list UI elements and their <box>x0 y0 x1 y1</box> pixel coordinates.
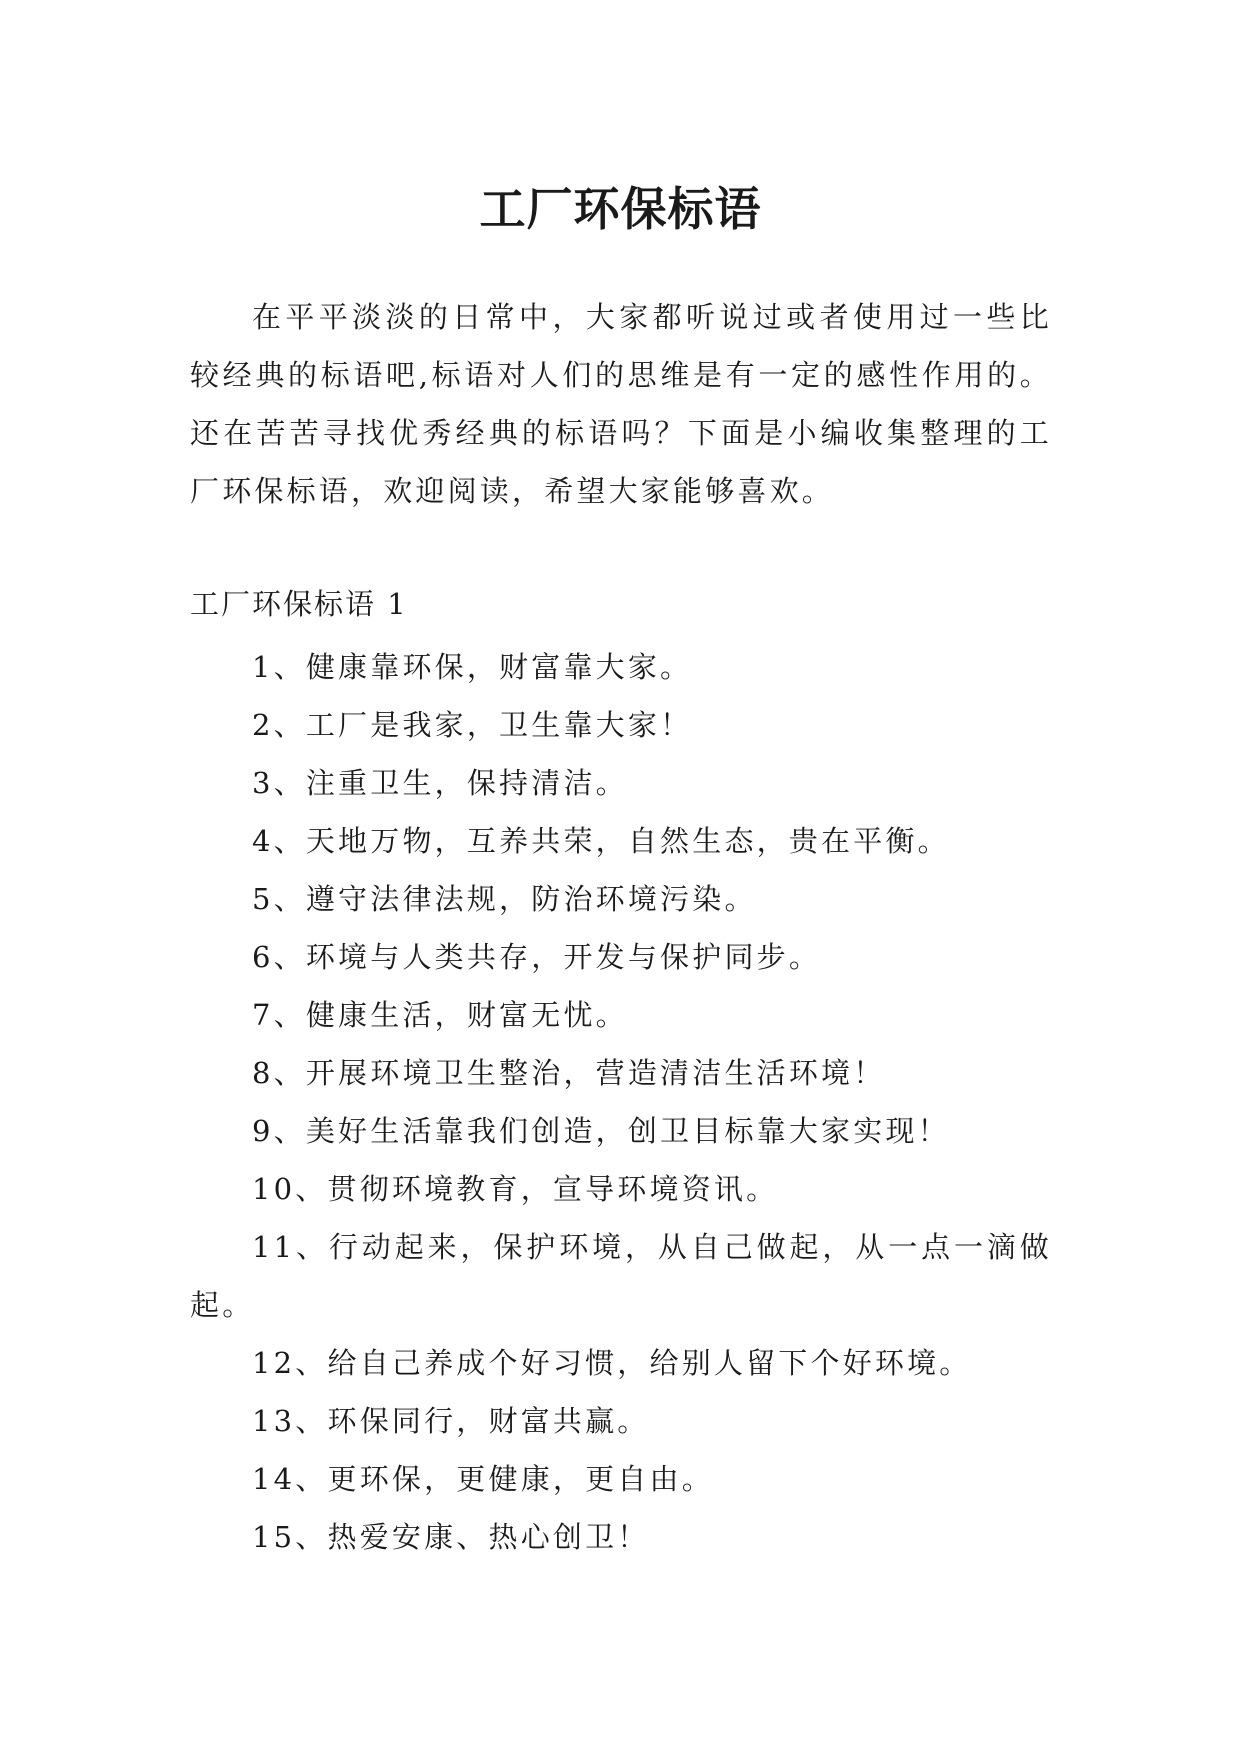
slogan-item: 1、健康靠环保，财富靠大家。 <box>252 650 693 684</box>
slogan-item: 12、给自己养成个好习惯，给别人留下个好环境。 <box>252 1346 972 1380</box>
slogan-item: 8、开展环境卫生整治，营造清洁生活环境！ <box>252 1056 886 1090</box>
slogan-item: 2、工厂是我家，卫生靠大家！ <box>252 708 693 742</box>
slogan-item: 15、热爱安康、热心创卫！ <box>252 1520 650 1554</box>
slogan-item: 7、健康生活，财富无忧。 <box>252 998 628 1032</box>
slogan-item: 9、美好生活靠我们创造，创卫目标靠大家实现！ <box>252 1114 950 1148</box>
section-heading: 工厂环保标语 1 <box>190 587 408 621</box>
slogan-item: 11、行动起来，保护环境，从自己做起，从一点一滴做起。 <box>190 1230 1052 1322</box>
slogan-list <box>190 638 1052 1566</box>
slogan-item: 4、天地万物，互养共荣，自然生态，贵在平衡。 <box>252 824 950 858</box>
intro-paragraph: 在平平淡淡的日常中，大家都听说过或者使用过一些比较经典的标语吧,标语对人们的思维是有一定的感性作用的。还在苦苦寻找优秀经典的标语吗？下面是小编收集整理的工厂环保标语，欢迎阅读，希望大家能够喜欢。 <box>190 300 1052 508</box>
slogan-item: 14、更环保，更健康，更自由。 <box>252 1462 714 1496</box>
slogan-item: 10、贯彻环境教育，宣导环境资讯。 <box>252 1172 779 1206</box>
slogan-item: 6、环境与人类共存，开发与保护同步。 <box>252 940 822 974</box>
slogan-item: 13、环保同行，财富共赢。 <box>252 1404 650 1438</box>
slogan-item: 3、注重卫生，保持清洁。 <box>252 766 628 800</box>
document-title: 工厂环保标语 <box>479 181 762 236</box>
slogan-item: 5、遵守法律法规，防治环境污染。 <box>252 882 757 916</box>
